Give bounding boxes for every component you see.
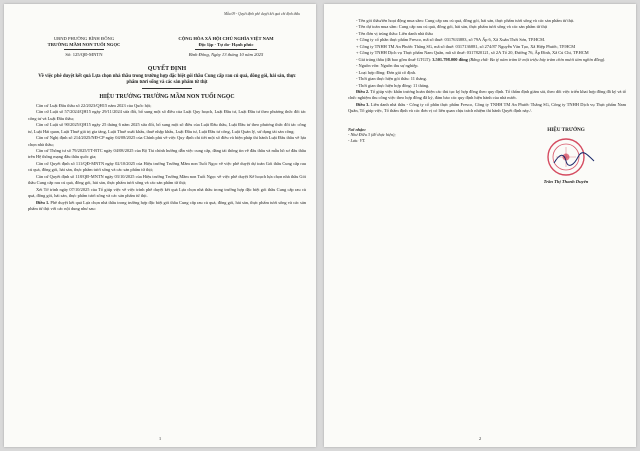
document-header: [28, 36, 306, 58]
article-1: [28, 200, 306, 213]
winning-price-value: 3.501.798.000 đồng: [432, 56, 468, 62]
recipient-item: - Như Điều 3 (để thực hiện);: [348, 132, 396, 138]
issue-date: Bình Đông, Ngày 13 tháng 10 năm 2025: [188, 52, 264, 57]
agency-name: TRƯỜNG MẦM NON TUỔI NGỌC: [47, 42, 121, 47]
page-2-content: [348, 18, 626, 184]
legal-basis-2: Căn cứ Luật số 57/2024/QH15 ngày 29/11/2024 sửa đổi, bổ sung một số điều của Luật Quy hoạch, Luật Đầu tư, Luật Đầu tư theo phương thức đối tác công tư và Luật Đấu thầu;: [28, 109, 306, 121]
article-3: [348, 102, 626, 115]
article-3-text: Liên danh nhà thầu - Công ty cổ phần thực phẩm Fresco, Công ty TNHH TM An Phước Thắng SG, Công ty TNHH Dịch vụ Thực phẩm Nam Quân, Tổ giúp việc, Tổ thẩm định và các đơn vị có liên quan chịu trách nhiệm thi hành Quyết định này./.: [348, 101, 626, 114]
page-1-content: [28, 12, 306, 213]
contract-type: - Loại hợp đồng: Đơn giá cố định.: [356, 69, 417, 75]
page-number-2: 2: [478, 436, 482, 441]
form-code: Mẫu 09 - Quyết định phê duyệt kết quả chỉ định thầu: [224, 12, 300, 16]
legal-basis-6: Căn cứ Quyết định số 111/QĐ-MNTN ngày 02/10/2025 của Hiệu trưởng Trường Mầm non Tuổi Ngọc về việc phê duyệt dự toán Gói thầu Cung cấp rau củ quả, đông gói, hải sản, thực phẩm tươi sống và các sản phẩm từ thịt;: [28, 160, 306, 173]
agency-header: [28, 36, 140, 58]
bidder-member-3: + Công ty TNHH Dịch vụ Thực phẩm Nam Quân, mã số thuế: 0317820121, số 2A Tổ 20, Đường 76, Ấp Đình, Xã Củ Chi, TP.HCM: [356, 50, 589, 56]
round-red-seal-icon: [546, 137, 586, 177]
article-2-label: Điều 2.: [356, 88, 370, 94]
legal-basis-3: Căn cứ Luật số 90/2025/QH15 ngày 25 tháng 6 năm 2025 sửa đổi, bổ sung một số điều của Luật Đấu thầu, Luật Đầu tư theo phương thức đối tác công tư, Luật Hải quan, Luật Thuế giá trị gia tăng, Luật Thuế xuất khẩu, thuế nhập khẩu, Luật Đầu tư, Luật Đầu tư công, Luật Quản lý, sử dụng tài sản công;: [28, 122, 306, 134]
contract-duration: - Thời gian thực hiện hợp đồng: 11 tháng.: [356, 82, 430, 88]
decision-title: QUYẾT ĐỊNH: [147, 66, 187, 72]
package-name: - Tên gói thầu/tên hoạt động mua sắm: Cung cấp rau củ quả, đông gói, hải sản, thực phẩm tươi sống và các sản phẩm từ thịt.: [356, 18, 575, 23]
national-name: CỘNG HÒA XÃ HỘI CHỦ NGHĨA VIỆT NAM: [178, 36, 274, 41]
bidder-member-2: + Công ty TNHH TM An Phước Thắng SG, mã số thuế: 0317136881, số 274/87 Nguyễn Văn Tạo, Xã Hiệp Phước, TP.HCM: [356, 43, 576, 49]
national-motto: Độc lập - Tự do- Hạnh phúc: [198, 42, 254, 47]
document-page-2: [324, 4, 636, 447]
legal-basis-1: Căn cứ Luật Đấu thầu số 22/2023/QH15 năm 2023 của Quốc hội;: [36, 102, 152, 108]
winning-price-label: - Giá trúng thầu (đã bao gồm thuế GTGT):: [356, 56, 433, 62]
legal-basis-7: Căn cứ Quyết định số 118/QĐ-MNTN ngày 03/10/2025 của Hiệu trưởng Trường Mầm non Tuổi Ngọc về việc phê duyệt Kế hoạch lựa chọn nhà thầu Gói thầu Cung cấp rau củ quả, đông gói, hải sản, thực phẩm tươi sống và các sản phẩm từ thịt;: [28, 173, 306, 186]
issuing-authority: HIỆU TRƯỞNG TRƯỜNG MẦM NON TUỔI NGỌC: [99, 93, 235, 100]
recipients-label: Nơi nhận:: [348, 126, 366, 132]
package-duration: - Thời gian thực hiện gói thầu: 11 tháng.: [356, 76, 427, 82]
page-number-1: 1: [158, 436, 162, 441]
signer-title: HIỆU TRƯỞNG: [547, 126, 585, 133]
signer-name: Trần Thị Thanh Duyên: [543, 178, 589, 184]
article-1-text: Phê duyệt kết quả Lựa chọn nhà thầu trong trường hợp đặc biệt gói thầu Cung cấp rau củ quả, đông gói, hải sản, thực phẩm tươi sống và các sản phẩm từ thịt với các nội dung như sau:: [28, 199, 306, 212]
handwritten-signature-icon: [552, 151, 596, 167]
recipients: [348, 127, 468, 184]
winning-bidder: - Tên đơn vị trúng thầu: Liên danh nhà thầu: [356, 30, 433, 36]
bidder-member-1: + Công ty cổ phần thực phẩm Fresco, mã số thuế: 0317633883, số 79A Ấp 6, Xã Xuân Thới Sơn, TP.HCM.: [356, 37, 546, 43]
document-number: Số: 125/QĐ-MNTN: [65, 52, 103, 57]
document-page-1: [4, 4, 316, 447]
article-1-label: Điều 1.: [36, 199, 50, 205]
decision-subject: Về việc phê duyệt kết quả Lựa chọn nhà thầu trong trường hợp đặc biệt gói thầu Cung cấp rau củ quả, đông gói, hải sản, thực phẩm tươi sống và các sản phẩm từ thịt: [38, 74, 296, 86]
motto-underline: [195, 49, 257, 50]
estimate-name: - Tên dự toán mua sắm: Cung cấp rau củ quả, đông gói, hải sản, thực phẩm tươi sống và các sản phẩm từ thịt: [356, 24, 548, 30]
signature-section: [348, 127, 626, 184]
winning-price-words: (Bằng chữ: Ba tỷ năm trăm lẻ một triệu bảy trăm chín mươi tám nghìn đồng).: [467, 56, 606, 62]
signer-block: [506, 127, 626, 184]
legal-basis-5: Căn cứ Thông tư số 79/2025/TT-BTC ngày 04/08/2025 của Bộ Tài chính hướng dẫn việc cung cấp, đăng tải thông tin về đấu thầu và mẫu hồ sơ đấu thầu trên Hệ thống mạng đấu thầu quốc gia;: [28, 147, 306, 160]
agency-parent: UBND PHƯỜNG BÌNH ĐÔNG: [53, 36, 115, 41]
legal-basis-4: Căn cứ Nghị định số 214/2025/NĐ-CP ngày 04/08/2025 của Chính phủ về việc Quy định chi tiết một số điều và biện pháp thi hành Luật Đấu thầu về lựa chọn nhà thầu;: [28, 135, 306, 147]
agency-underline: [64, 49, 104, 50]
subject-underline: [142, 88, 192, 89]
recipient-item: - Lưu: VT.: [348, 137, 366, 143]
article-3-label: Điều 3.: [356, 101, 370, 107]
article-2: [348, 89, 626, 102]
article-2-text: Tổ giúp việc khẩn trương hoàn thiện các thủ tục ký hợp đồng theo quy định. Tổ thẩm định giám sát, theo dõi việc triển khai hợp đồng đã ký và tổ chức nghiệm thu công việc theo hợp đồng đã ký, đảm bảo các quy định hiện hành của nhà nước.: [348, 88, 626, 101]
funding-source: - Nguồn vốn: Nguồn thu sự nghiệp.: [356, 63, 419, 69]
national-header: [146, 36, 306, 58]
submission-review: Xét Tờ trình ngày 07/10/2025 của Tổ giúp việc về việc trình phê duyệt kết quả Lựa chọn nhà thầu trong trường hợp đặc biệt gói thầu Cung cấp rau củ quả, đông gói, hải sản, thực phẩm tươi sống và các sản phẩm từ thịt.: [28, 186, 306, 199]
